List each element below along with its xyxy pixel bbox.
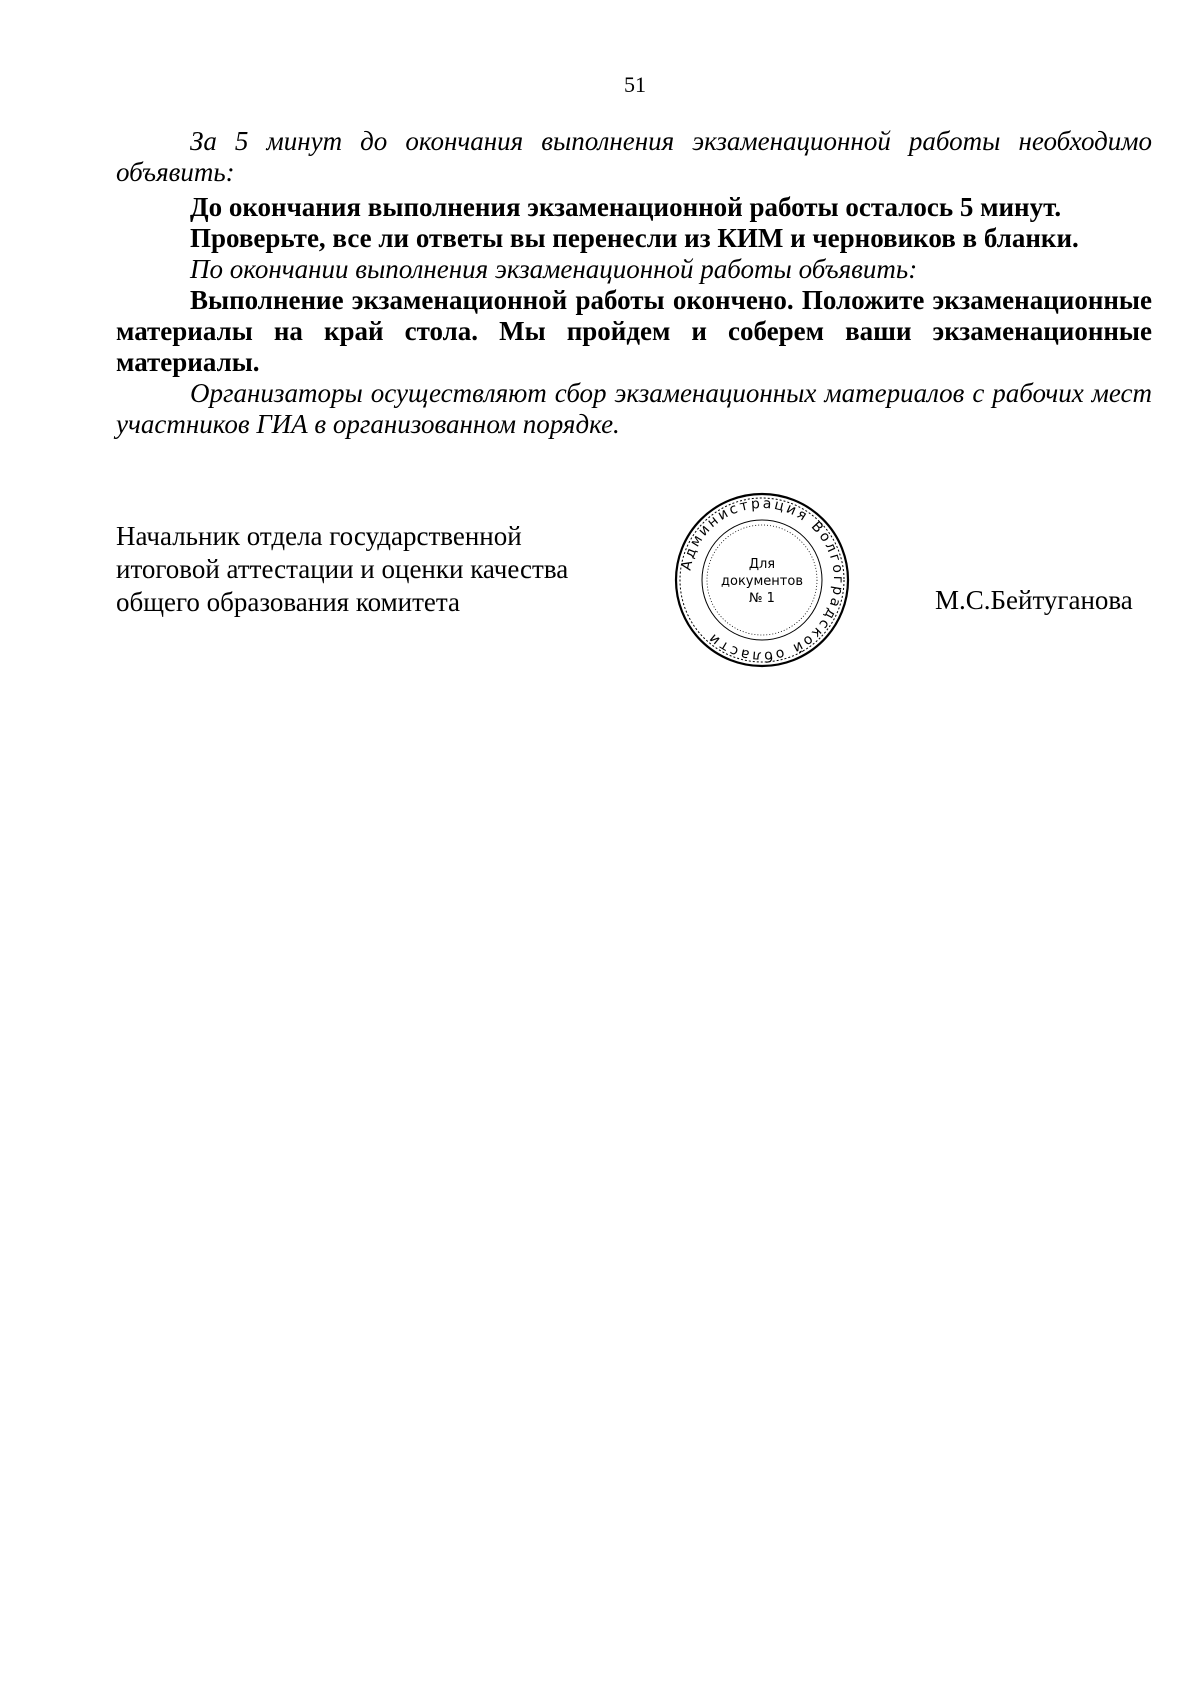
stamp-outer-text: Администрация Волгоградской области xyxy=(678,495,847,665)
announcement-paragraph: Проверьте, все ли ответы вы перенесли из КИМ и черновиков в бланки. xyxy=(190,223,1079,253)
signatory-position-line: Начальник отдела государственной xyxy=(116,521,522,551)
signatory-name: М.С.Бейтуганова xyxy=(935,585,1133,615)
announcement-paragraph: До окончания выполнения экзаменационной работы осталось 5 минут. xyxy=(190,192,1062,222)
official-stamp xyxy=(672,490,852,670)
stamp-center-line: № 1 xyxy=(749,591,775,606)
announcement-paragraph: Выполнение экзаменационной работы окончено. Положите экзаменационные материалы на край стола. Мы пройдем и соберем ваши экзаменационные материалы. xyxy=(116,285,1152,377)
instruction-paragraph: Организаторы осуществляют сбор экзаменационных материалов с рабочих мест участников ГИА в организованном порядке. xyxy=(116,378,1152,439)
signatory-position xyxy=(116,520,568,619)
instruction-paragraph: По окончании выполнения экзаменационной работы объявить: xyxy=(190,254,918,284)
page-number: 51 xyxy=(624,72,646,97)
stamp-center-line: Для xyxy=(748,557,776,572)
instruction-paragraph: За 5 минут до окончания выполнения экзаменационной работы необходимо объявить: xyxy=(116,126,1152,187)
stamp-center-line: документов xyxy=(721,574,803,589)
document-body xyxy=(116,126,1152,440)
signatory-position-line: общего образования комитета xyxy=(116,587,460,617)
signatory-position-line: итоговой аттестации и оценки качества xyxy=(116,554,569,584)
